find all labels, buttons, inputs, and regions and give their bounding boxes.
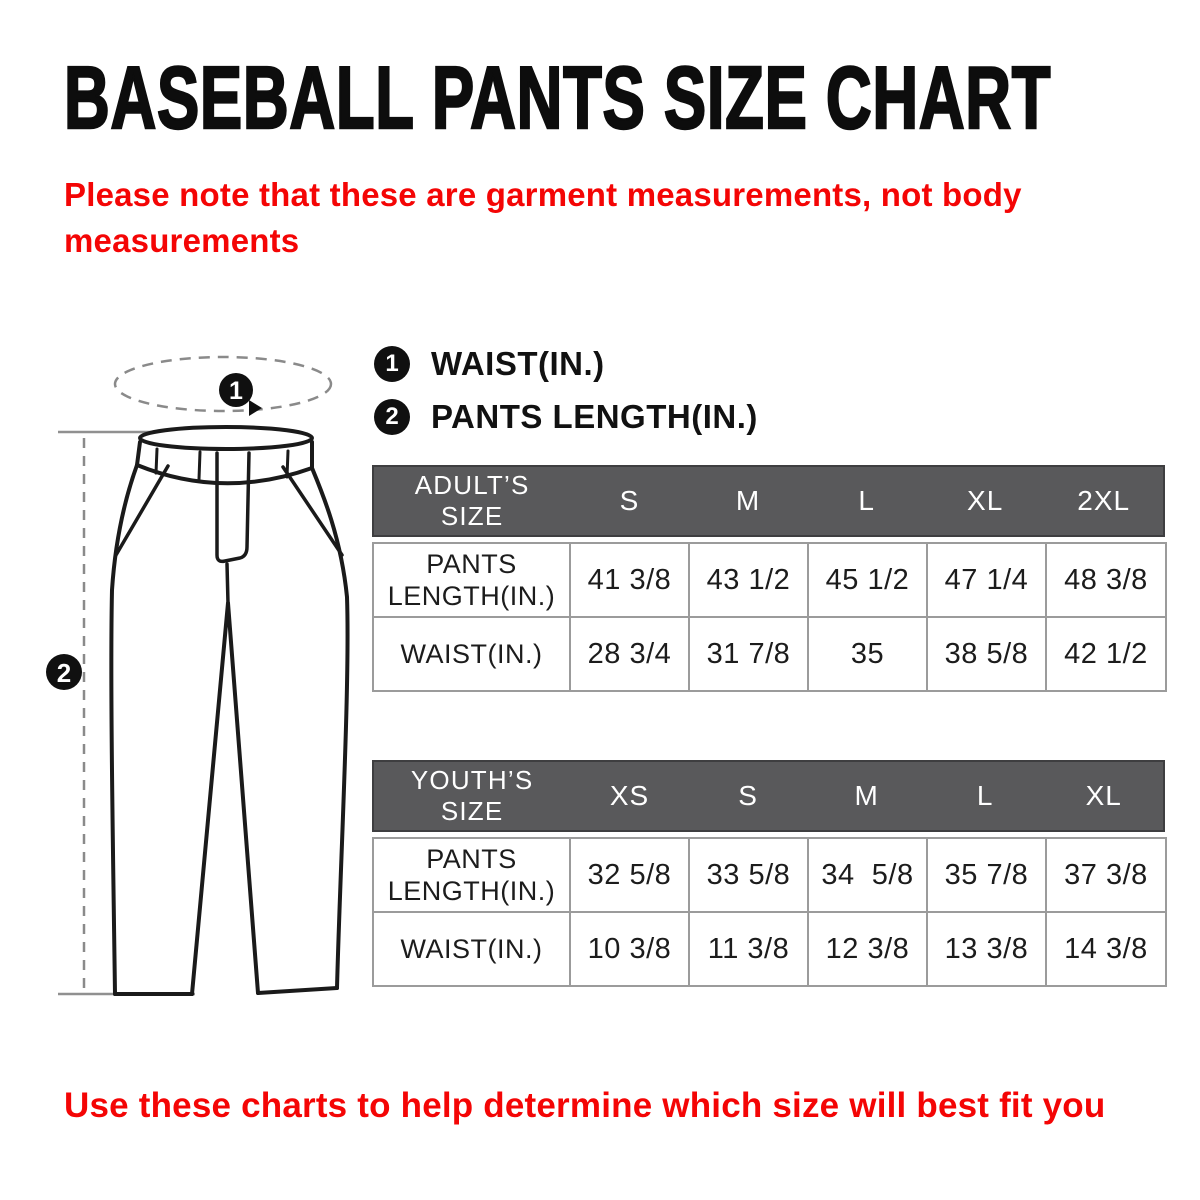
youth-col-m: M [854,780,879,811]
marker-1-badge: 1 [374,346,410,382]
fit-advice-note: Use these charts to help determine which size will best fit you [64,1086,1106,1125]
youth-col-xl: XL [1085,780,1122,811]
youth-waist-s: 11 3/8 [689,912,808,986]
adult-col-xl: XL [967,485,1004,516]
adult-waist-label: WAIST(IN.) [400,638,543,669]
svg-text:1: 1 [229,377,243,405]
adult-table-body [372,542,1167,692]
youth-pants-length-m: 34 5/8 [808,838,927,912]
legend-item-waist [374,344,758,384]
marker-2-badge: 2 [374,399,410,435]
adult-waist-2xl: 42 1/2 [1046,617,1166,691]
youth-table-body [372,837,1167,987]
youth-waist-row [373,912,1166,986]
youth-waist-label: WAIST(IN.) [400,933,543,964]
legend-item-pants-length [374,397,758,437]
pants-diagram [40,350,370,1010]
youth-waist-l: 13 3/8 [927,912,1046,986]
adult-waist-m: 31 7/8 [689,617,808,691]
adult-waist-xl: 38 5/8 [927,617,1046,691]
adult-waist-l: 35 [808,617,927,691]
youth-col-xs: XS [609,780,650,811]
youth-waist-xs: 10 3/8 [570,912,689,986]
youth-pants-length-s: 33 5/8 [689,838,808,912]
youth-col-s: S [738,780,758,811]
youth-pants-length-xs: 32 5/8 [570,838,689,912]
legend-waist-label: WAIST(IN.) [431,345,605,382]
adult-waist-s: 28 3/4 [570,617,689,691]
youth-pants-length-xl: 37 3/8 [1046,838,1166,912]
diagram-marker-2 [46,654,82,690]
youth-pants-length-row [373,838,1166,912]
youth-size-header-label: YOUTH’S SIZE [410,765,534,826]
adult-col-2xl: 2XL [1077,485,1131,516]
adult-table-header [372,465,1165,537]
measurement-legend [374,344,758,450]
adult-col-s: S [619,485,640,516]
adult-col-l: L [858,485,875,516]
adult-pants-length-l: 45 1/2 [808,543,927,617]
adult-pants-length-m: 43 1/2 [689,543,808,617]
adult-pants-length-row [373,543,1166,617]
youth-col-l: L [976,780,994,811]
pants-outline [111,427,347,994]
adult-pants-length-label: PANTS LENGTH(IN.) [387,548,556,611]
adult-size-table [372,465,1165,692]
adult-pants-length-2xl: 48 3/8 [1046,543,1166,617]
adult-size-header-label: ADULT’S SIZE [414,470,530,531]
youth-table-header [372,760,1165,832]
adult-pants-length-xl: 47 1/4 [927,543,1046,617]
youth-size-table [372,760,1165,987]
youth-waist-m: 12 3/8 [808,912,927,986]
legend-pants-length-label: PANTS LENGTH(IN.) [431,398,758,435]
adult-col-m: M [735,485,761,516]
diagram-marker-1 [219,373,253,407]
youth-waist-xl: 14 3/8 [1046,912,1166,986]
adult-pants-length-s: 41 3/8 [570,543,689,617]
garment-measurement-note: Please note that these are garment measurements, not body measurements [64,176,1022,260]
svg-text:2: 2 [56,658,72,688]
adult-waist-row [373,617,1166,691]
waist-guide-arrowhead [249,400,262,416]
youth-pants-length-label: PANTS LENGTH(IN.) [387,843,556,906]
page-title: BASEBALL PANTS SIZE CHART [64,48,1052,147]
youth-pants-length-l: 35 7/8 [927,838,1046,912]
